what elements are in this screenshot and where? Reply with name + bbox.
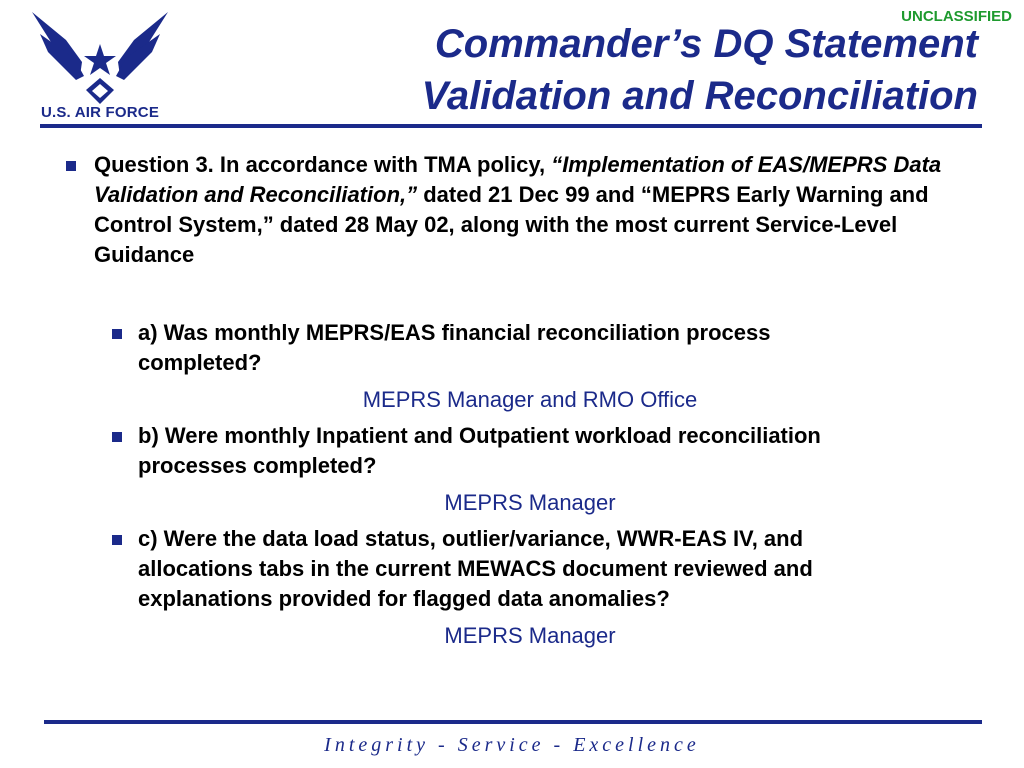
square-bullet-icon [66, 161, 76, 171]
title-line-1: Commander’s DQ Statement [434, 22, 978, 66]
square-bullet-icon [112, 535, 122, 545]
sub-question-a [62, 318, 898, 378]
footer-motto: Integrity - Service - Excellence [324, 734, 700, 756]
logo-wordmark: U.S. AIR FORCE [40, 104, 160, 121]
sub-question-c [62, 524, 898, 614]
sub-question-text: c) Were the data load status, outlier/variance, WWR-EAS IV, and allocations tabs in the current MEWACS document reviewed and explanations provided for flagged data anomalies? [138, 526, 813, 611]
answer-c: MEPRS Manager [444, 623, 616, 648]
sub-question-b [62, 421, 898, 481]
question-intro: Question 3. In accordance with TMA policy, [94, 152, 552, 177]
square-bullet-icon [112, 329, 122, 339]
sub-question-text: b) Were monthly Inpatient and Outpatient workload reconciliation processes completed? [138, 423, 821, 478]
title-divider [40, 124, 982, 128]
page-title [422, 18, 978, 122]
square-bullet-icon [112, 432, 122, 442]
title-line-2: Validation and Reconciliation [421, 74, 978, 118]
policy-title: “Implementation of EAS/MEPRS Data Validation and Reconciliation,” [94, 152, 942, 207]
slide-content [62, 150, 962, 657]
sub-question-text: a) Was monthly MEPRS/EAS financial reconciliation process completed? [138, 320, 771, 375]
classification-label: UNCLASSIFIED [901, 8, 1012, 25]
question-rest: dated 21 Dec 99 and “MEPRS Early Warning and Control System,” dated 28 May 02, along with the most current Service-Level Guidance [94, 182, 929, 267]
sub-question-list [62, 318, 962, 651]
question-bullet [62, 150, 962, 270]
answer-a: MEPRS Manager and RMO Office [362, 387, 698, 412]
answer-b: MEPRS Manager [444, 490, 616, 515]
footer-divider [44, 720, 982, 724]
